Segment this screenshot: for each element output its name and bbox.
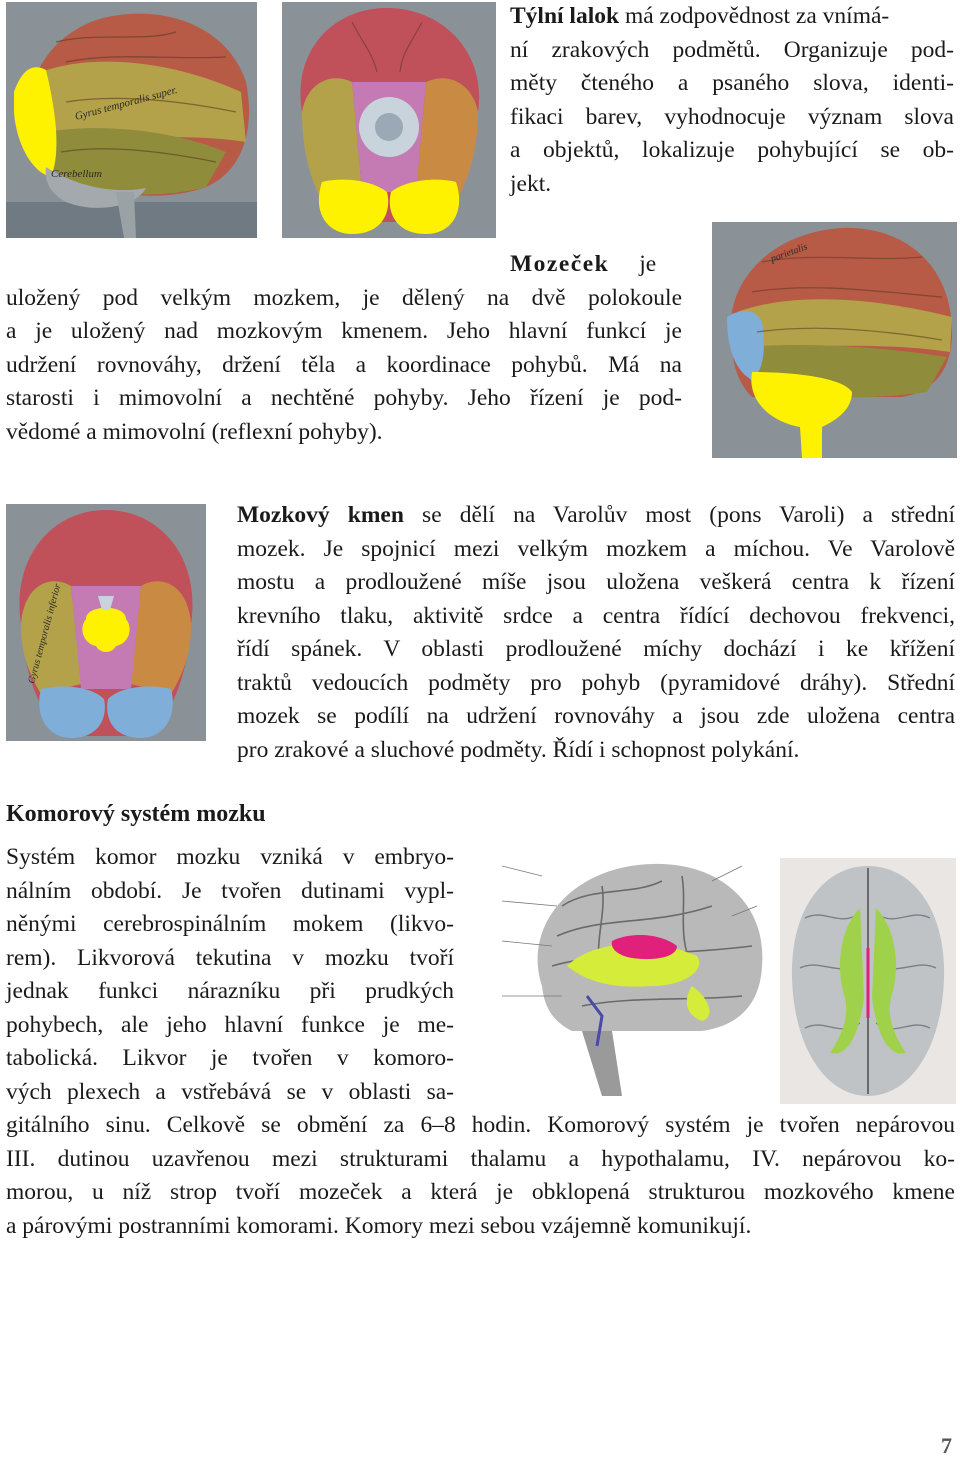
figure-inferior-brainstem [6, 504, 206, 741]
cerebellum-first-tail: je [639, 251, 657, 277]
ventricles-heading: Komorový systém mozku [6, 801, 266, 827]
cerebellum-term: Mozeček [510, 251, 610, 277]
occipital-line-1: má zodpovědnost za vnímá- [624, 3, 890, 29]
figure-lateral-occipital [6, 2, 257, 238]
label-gyrus-temporalis-superior: Gyrus temporalis super. [73, 84, 179, 123]
ventricles-paragraph-narrow [6, 841, 454, 1109]
occipital-paragraph [510, 0, 954, 201]
ventricles-line-5: jednak funkci nárazníku při prudkých [6, 978, 454, 1004]
figure-ventricles-sagittal [482, 846, 772, 1096]
ventricles-line-12: a párovými postranními komorami. Komory mezi sebou vzájemně komunikují. [6, 1212, 752, 1239]
ventricles-line-3: něnými cerebrospinálním mokem (likvo- [6, 911, 454, 937]
cerebellum-paragraph [6, 248, 682, 449]
ventricles-line-4: rem). Likvorová tekutina v mozku tvoří [6, 944, 454, 971]
figure-lateral-cerebellum [712, 222, 957, 458]
brainstem-line-3: mostu a prodloužené míše jsou uložena veškerá centra k řízení [237, 569, 955, 595]
ventricles-line-10: III. dutinou uzavřenou mezi strukturami thalamu a hypothalamu, IV. nepárovou ko- [6, 1145, 955, 1172]
occipital-line-5: a objektů, lokalizuje pohybující se ob- [510, 137, 954, 163]
occipital-line-6: jekt. [510, 170, 552, 197]
brainstem-term: Mozkový kmen [237, 502, 404, 528]
brainstem-line-2: mozek. Je spojnicí mezi velkým mozkem a míchou. Ve Varolově [237, 535, 955, 562]
ventricles-line-1: Systém komor mozku vzniká v embryo- [6, 844, 454, 870]
occipital-line-4: fikaci barev, vyhodnocuje význam slova [510, 103, 954, 130]
label-cerebellum: Cerebellum [51, 168, 102, 180]
cerebellum-line-1: uložený pod velkým mozkem, je dělený na dvě polokoule [6, 284, 682, 311]
brainstem-paragraph [237, 499, 955, 767]
brainstem-line-1: se dělí na Varolův most (pons Varoli) a střední [422, 502, 956, 528]
brainstem-line-8: pro zrakové a sluchové podměty. Řídí i schopnost polykání. [237, 736, 800, 763]
occipital-line-3: měty čteného a psaného slova, identi- [510, 70, 954, 96]
occipital-term: Týlní lalok [510, 3, 620, 29]
figure-ventricles-dorsal [780, 858, 956, 1104]
ventricles-line-7: tabolická. Likvor je tvořen v komoro- [6, 1045, 454, 1071]
cerebellum-line-3: udržení rovnováhy, držení těla a koordinace pohybů. Má na [6, 351, 682, 378]
ventricles-line-2: nálním období. Je tvořen dutinami vypl- [6, 877, 454, 904]
label-gyrus-temporalis-inferior: Gyrus temporalis inferior [26, 582, 64, 685]
cerebellum-line-2: a je uložený nad mozkovým kmenem. Jeho hlavní funkcí je [6, 318, 682, 344]
ventricles-line-11: morou, u níž strop tvoří mozeček a která je obklopená strukturou mozkového kmene [6, 1179, 955, 1205]
ventricles-line-8: vých plexech a vstřebává se v oblasti sa- [6, 1078, 454, 1105]
page-number: 7 [941, 1433, 952, 1458]
ventricles-line-9: gitálního sinu. Celkově se obmění za 6–8 hodin. Komorový systém je tvořen nepárovou [6, 1112, 955, 1138]
ventricles-line-6: pohybech, ale jeho hlavní funkce je me- [6, 1011, 454, 1038]
brainstem-line-5: řídí spánek. V oblasti prodloužené míchy dochází i ke křížení [237, 636, 955, 662]
brainstem-line-7: mozek se podílí na udržení rovnováhy a jsou zde uložena centra [237, 703, 955, 729]
occipital-line-2: ní zrakových podmětů. Organizuje pod- [510, 36, 954, 63]
cerebellum-line-4: starosti i mimovolní a nechtěné pohyby. Jeho řízení je pod- [6, 385, 682, 411]
label-parietalis: parietalis [769, 241, 810, 265]
cerebellum-line-5: vědomé a mimovolní (reflexní pohyby). [6, 418, 383, 445]
ventricles-paragraph-wide [6, 1109, 955, 1243]
figure-inferior-occipital [282, 2, 496, 238]
brainstem-line-6: traktů vedoucích podměty pro pohyb (pyramidové dráhy). Střední [237, 669, 955, 696]
brainstem-line-4: krevního tlaku, aktivitě srdce a centra řídící dechovou frekvenci, [237, 602, 955, 629]
